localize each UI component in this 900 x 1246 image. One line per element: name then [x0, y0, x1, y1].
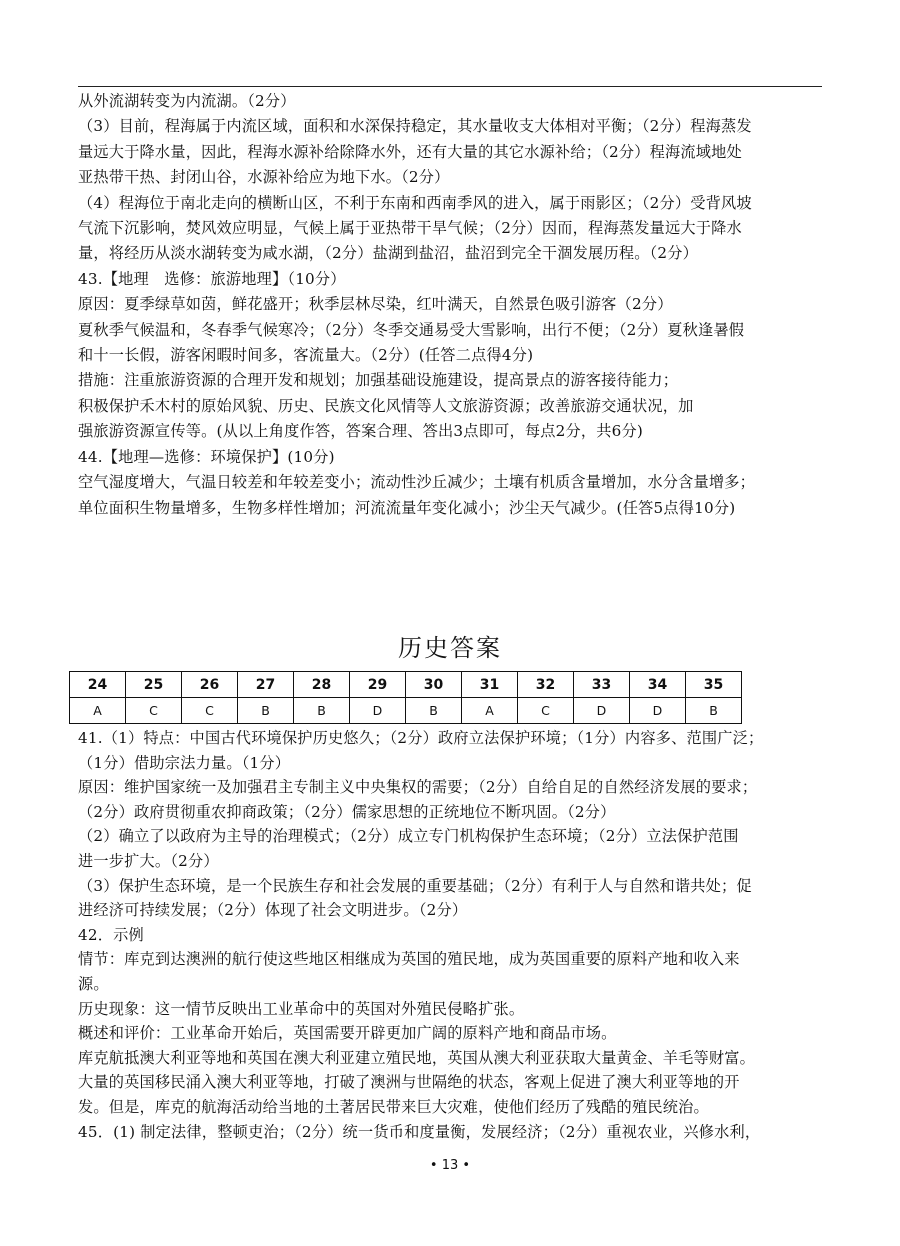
text-line: 库克航抵澳大利亚等地和英国在澳大利亚建立殖民地，英国从澳大利亚获取大量黄金、羊毛等财富。	[78, 1048, 756, 1067]
text-line: 从外流湖转变为内流湖。（2分）	[78, 92, 296, 110]
text-line: 量远大于降水量，因此，程海水源补给除降水外，还有大量的其它水源补给；（2分）程海流域地处	[78, 142, 742, 161]
table-cell: C	[126, 698, 182, 724]
header-rule	[78, 86, 822, 87]
table-cell: D	[630, 698, 686, 724]
text-line: （2）确立了以政府为主导的治理模式；（2分）成立专门机构保护生态环境；（2分）立法保护范围	[78, 827, 739, 846]
table-cell: B	[294, 698, 350, 724]
text-line: 措施：注重旅游资源的合理开发和规划；加强基础设施建设，提高景点的游客接待能力；	[78, 371, 679, 390]
text-line: 45．(1) 制定法律，整顿吏治；（2分）统一货币和度量衡，发展经济；（2分）重视农业，兴修水利，	[78, 1122, 761, 1141]
text-line: （3）保护生态环境，是一个民族生存和社会发展的重要基础；（2分）有利于人与自然和谐共处；促	[78, 876, 752, 895]
text-line: 气流下沉影响，焚风效应明显，气候上属于亚热带干旱气候；（2分）因而，程海蒸发量远大于降水	[78, 219, 742, 238]
geography-answers	[78, 89, 826, 521]
table-cell: 24	[70, 672, 126, 698]
text-line: （2分）政府贯彻重农抑商政策；（2分）儒家思想的正统地位不断巩固。（2分）	[78, 802, 616, 821]
text-line: 量，将经历从淡水湖转变为咸水湖，（2分）盐湖到盐沼，盐沼到完全干涸发展历程。（2分）	[78, 244, 699, 263]
text-line: 空气湿度增大，气温日较差和年较差变小；流动性沙丘减少；土壤有机质含量增加，水分含量增多；	[78, 473, 756, 492]
text-line: 原因：维护国家统一及加强君主专制主义中央集权的需要；（2分）自给自足的自然经济发展的要求；	[78, 778, 758, 797]
table-cell: A	[462, 698, 518, 724]
table-cell: 33	[574, 672, 630, 698]
question-number-row	[70, 672, 742, 698]
table-cell: 32	[518, 672, 574, 698]
table-cell: B	[406, 698, 462, 724]
text-line: 积极保护禾木村的原始风貌、历史、民族文化风情等人文旅游资源；改善旅游交通状况，加	[78, 396, 694, 415]
table-cell: C	[182, 698, 238, 724]
text-line: 概述和评价：工业革命开始后，英国需要开辟更加广阔的原料产地和商品市场。	[78, 1024, 617, 1043]
answer-row	[70, 698, 742, 724]
question-heading: 42．示例	[78, 925, 144, 944]
table-cell: 25	[126, 672, 182, 698]
text-line: 发。但是，库克的航海活动给当地的土著居民带来巨大灾难，使他们经历了残酷的殖民统治。	[78, 1097, 709, 1116]
text-line: 进一步扩大。（2分）	[78, 851, 219, 870]
table-cell: 26	[182, 672, 238, 698]
text-line: 和十一长假，游客闲暇时间多，客流量大。（2分）(任答二点得4分)	[78, 346, 534, 365]
text-line: （1分）借助宗法力量。（1分）	[78, 753, 291, 772]
text-line: 夏秋季气候温和，冬春季气候寒冷；（2分）冬季交通易受大雪影响，出行不便；（2分）夏秋逢暑假	[78, 320, 745, 339]
table-cell: D	[350, 698, 406, 724]
question-heading: 43.【地理 选修：旅游地理】（10分）	[78, 269, 346, 288]
history-answers	[78, 726, 826, 1144]
table-cell: 29	[350, 672, 406, 698]
text-line: 源。	[78, 974, 109, 993]
table-cell: D	[574, 698, 630, 724]
text-line: （3）目前，程海属于内流区域，面积和水深保持稳定，其水量收支大体相对平衡；（2分）程海蒸发	[78, 117, 752, 136]
question-heading: 44.【地理—选修：环境保护】(10分)	[78, 447, 335, 466]
text-line: 大量的英国移民涌入澳大利亚等地，打破了澳洲与世隔绝的状态，客观上促进了澳大利亚等地的开	[78, 1073, 740, 1092]
table-cell: 35	[686, 672, 742, 698]
table-cell: 27	[238, 672, 294, 698]
table-cell: C	[518, 698, 574, 724]
text-line: 情节：库克到达澳洲的航行使这些地区相继成为英国的殖民地，成为英国重要的原料产地和收入来	[78, 950, 740, 969]
table-cell: B	[686, 698, 742, 724]
table-cell: 34	[630, 672, 686, 698]
page-number: • 13 •	[429, 1158, 471, 1173]
text-line: （4）程海位于南北走向的横断山区，不利于东南和西南季风的进入，属于雨影区；（2分）受背风坡	[78, 193, 752, 212]
history-answers-title: 历史答案	[398, 634, 502, 662]
table-cell: 31	[462, 672, 518, 698]
table-cell: 30	[406, 672, 462, 698]
table-cell: A	[70, 698, 126, 724]
answer-table	[69, 671, 742, 724]
text-line: 进经济可持续发展；（2分）体现了社会文明进步。（2分）	[78, 901, 468, 920]
text-line: 原因：夏季绿草如茵，鲜花盛开；秋季层林尽染，红叶满天，自然景色吸引游客（2分）	[78, 295, 673, 314]
text-line: 历史现象：这一情节反映出工业革命中的英国对外殖民侵略扩张。	[78, 999, 525, 1018]
table-cell: 28	[294, 672, 350, 698]
text-line: 41.（1）特点：中国古代环境保护历史悠久；（2分）政府立法保护环境；（1分）内容多、范围广泛；	[78, 729, 764, 747]
text-line: 亚热带干热、封闭山谷，水源补给应为地下水。（2分）	[78, 168, 450, 187]
text-line: 强旅游资源宣传等。(从以上角度作答，答案合理、答出3点即可，每点2分，共6分)	[78, 422, 644, 441]
text-line: 单位面积生物量增多，生物多样性增加；河流流量年变化减小；沙尘天气减少。(任答5点得10分)	[78, 498, 736, 517]
table-cell: B	[238, 698, 294, 724]
